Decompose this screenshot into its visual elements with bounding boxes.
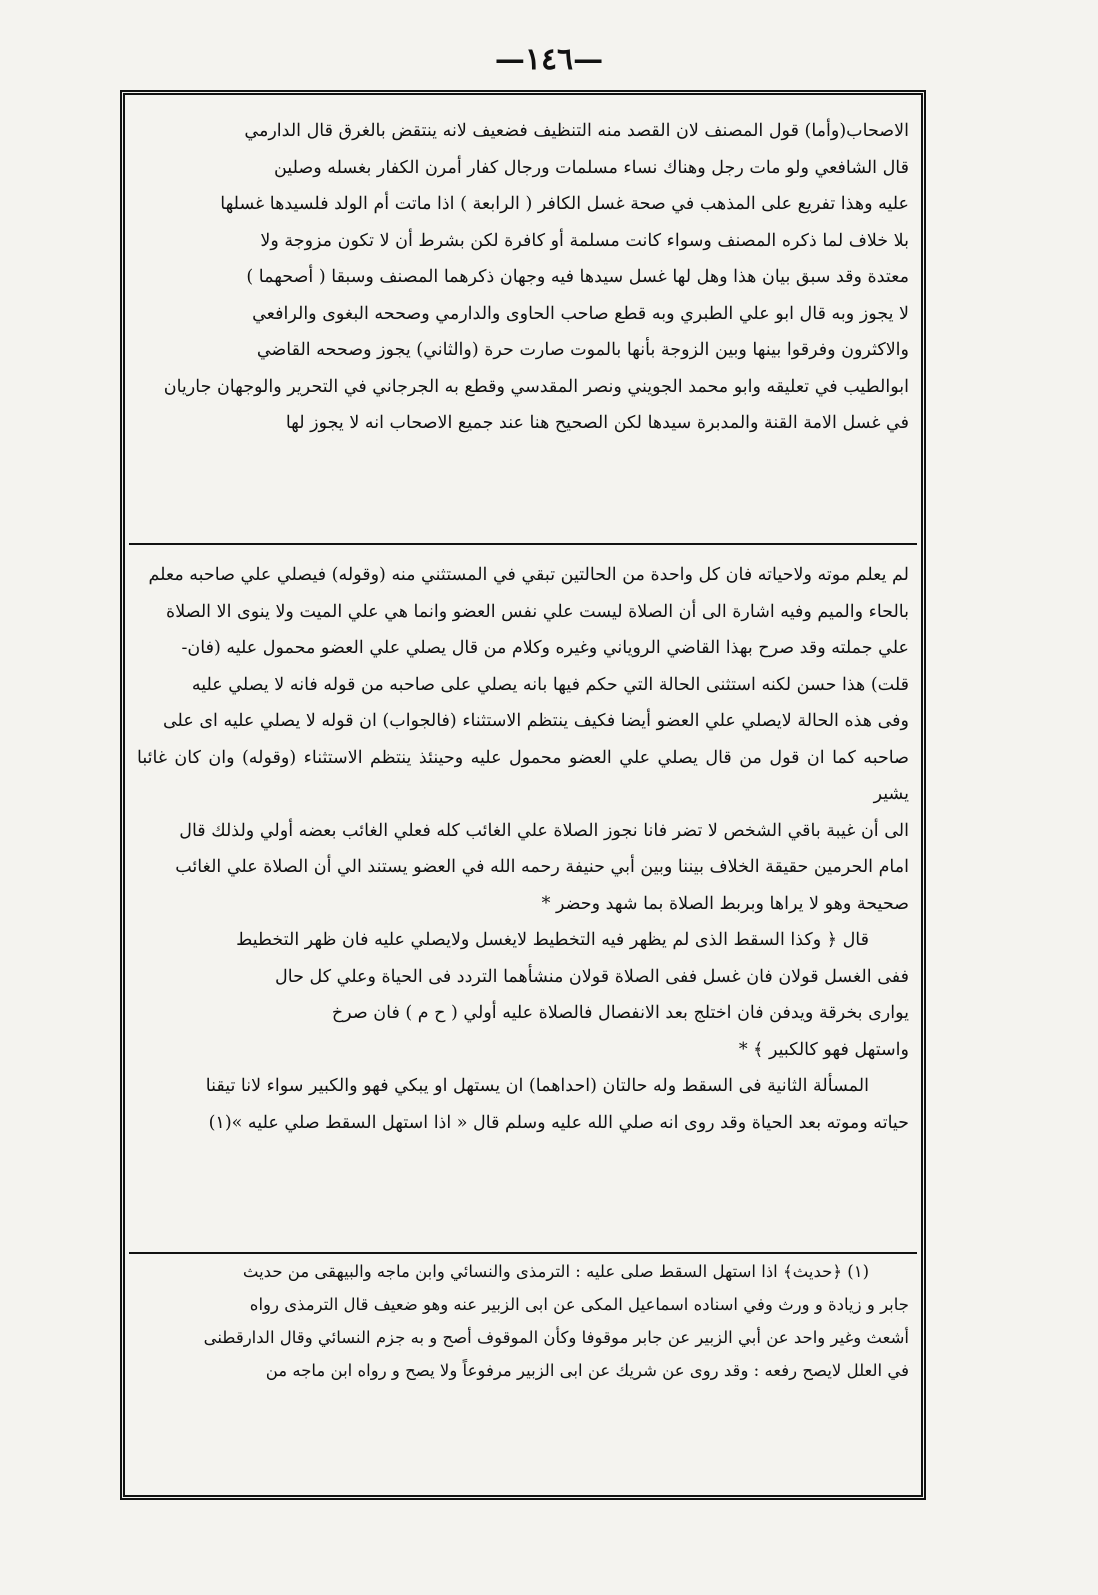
main-text-block bbox=[137, 113, 909, 543]
main-text-line: قال الشافعي ولو مات رجل وهناك نساء مسلمات ورجال كفار أمرن الكفار بغسله وصلين bbox=[273, 157, 909, 178]
commentary-line: الى أن غيبة باقي الشخص لا تضر فانا نجوز الصلاة علي الغائب كله فعلي الغائب بعضه أولي ولذلك قال bbox=[179, 820, 909, 841]
footnote-line: (١) ﴿حديث﴾ اذا استهل السقط صلى عليه : الترمذى والنسائي وابن ماجه والبيهقى من حديث bbox=[242, 1262, 869, 1281]
commentary-line: صحيحة وهو لا يراها وبربط الصلاة بما شهد وحضر * bbox=[541, 893, 909, 914]
commentary-line: علي جملته وقد صرح بهذا القاضي الروياني وغيره وكلام من قال يصلي علي العضو محمول عليه (فان- bbox=[181, 638, 909, 658]
commentary-line: المسألة الثانية فى السقط وله حالتان (احداهما) ان يستهل او يبكي فهو والكبير سواء لانا تيقنا bbox=[205, 1076, 869, 1096]
section-divider bbox=[129, 543, 917, 545]
commentary-line: قال ﴿ وكذا السقط الذى لم يظهر فيه التخطيط لايغسل ولايصلي عليه فان ظهر التخطيط bbox=[236, 930, 869, 950]
commentary-line: حياته وموته بعد الحياة وقد روى انه صلي الله عليه وسلم قال « اذا استهل السقط صلي عليه »(١) bbox=[208, 1112, 909, 1133]
page-number: —١٤٦— bbox=[494, 42, 604, 77]
commentary-line: ففى الغسل قولان فان غسل ففى الصلاة قولان منشأهما التردد فى الحياة وعلي كل حال bbox=[275, 966, 909, 987]
commentary-line: بالحاء والميم وفيه اشارة الى أن الصلاة ليست علي نفس العضو وانما هي علي الميت ولا ينوى الا الصلاة bbox=[166, 601, 909, 622]
commentary-line: واستهل فهو كالكبير ﴾ * bbox=[738, 1039, 909, 1060]
main-text-line: بلا خلاف لما ذكره المصنف وسواء كانت مسلمة أو كافرة لكن بشرط أن لا تكون مزوجة ولا bbox=[260, 230, 909, 251]
main-text-line: عليه وهذا تفريع على المذهب في صحة غسل الكافر ( الرابعة ) اذا ماتت أم الولد فلسيدها غسلها bbox=[220, 194, 909, 214]
main-text-line: في غسل الامة القنة والمدبرة سيدها لكن الصحيح هنا عند جميع الاصحاب انه لا يجوز لها bbox=[285, 413, 909, 433]
footnote-line: جابر و زيادة و ورث وفي اسناده اسماعيل المكى عن ابى الزبير عنه وهو ضعيف قال الترمذى رواه bbox=[249, 1295, 909, 1314]
footnote-line: في العلل لايصح رفعه : وقد روى عن شريك عن ابى الزبير مرفوعاً ولا يصح و رواه ابن ماجه من bbox=[265, 1361, 909, 1380]
commentary-line: وفى هذه الحالة لايصلي علي العضو أيضا فكيف ينتظم الاستثناء (فالجواب) ان قوله لا يصلي عليه اى على bbox=[162, 711, 909, 731]
commentary-line: صاحبه كما ان قول من قال يصلي علي العضو محمول عليه وحينئذ ينتظم الاستثناء (وقوله) وان كان غائبا يشير bbox=[137, 747, 909, 804]
main-text-line: معتدة وقد سبق بيان هذا وهل لها غسل سيدها فيه وجهان ذكرهما المصنف وسبقا ( أصحهما ) bbox=[246, 267, 909, 287]
footnote-line: أشعث وغير واحد عن أبي الزبير عن جابر موقوفا وكأن الموقوف أصح و به جزم النسائي وقال الدارقطنى bbox=[203, 1328, 909, 1347]
main-text-line: ابوالطيب في تعليقه وابو محمد الجويني ونصر المقدسي وقطع به الجرجاني في التحرير والوجهان جاريان bbox=[163, 376, 909, 397]
commentary-text-block bbox=[137, 557, 909, 1247]
footnote-block bbox=[137, 1255, 909, 1495]
footnote-divider bbox=[129, 1252, 917, 1254]
commentary-line: لم يعلم موته ولاحياته فان كل واحدة من الحالتين تبقي في المستثني منه (وقوله) فيصلي علي صاحبه معلم bbox=[148, 565, 909, 585]
main-text-line: لا يجوز وبه قال ابو علي الطبري وبه قطع صاحب الحاوى والدارمي وصححه البغوى والرافعي bbox=[252, 303, 909, 324]
commentary-line: يوارى بخرقة ويدفن فان اختلج بعد الانفصال فالصلاة عليه أولي ( ح م ) فان صرخ bbox=[331, 1003, 909, 1023]
main-text-line: الاصحاب(وأما) قول المصنف لان القصد منه التنظيف فضعيف لانه ينتقض بالغرق قال الدارمي bbox=[244, 121, 909, 141]
commentary-line: قلت) هذا حسن لكنه استثنى الحالة التي حكم فيها بانه يصلي على صاحبه من قوله فانه لا يصلي عليه bbox=[191, 674, 909, 695]
main-text-line: والاكثرون وفرقوا بينها وبين الزوجة بأنها بالموت صارت حرة (والثاني) يجوز وصححه القاضي bbox=[256, 340, 909, 360]
commentary-line: امام الحرمين حقيقة الخلاف بيننا وبين أبي حنيفة رحمه الله في العضو يستند الي أن الصلاة علي الغائب bbox=[175, 857, 909, 877]
page-frame bbox=[120, 90, 926, 1500]
